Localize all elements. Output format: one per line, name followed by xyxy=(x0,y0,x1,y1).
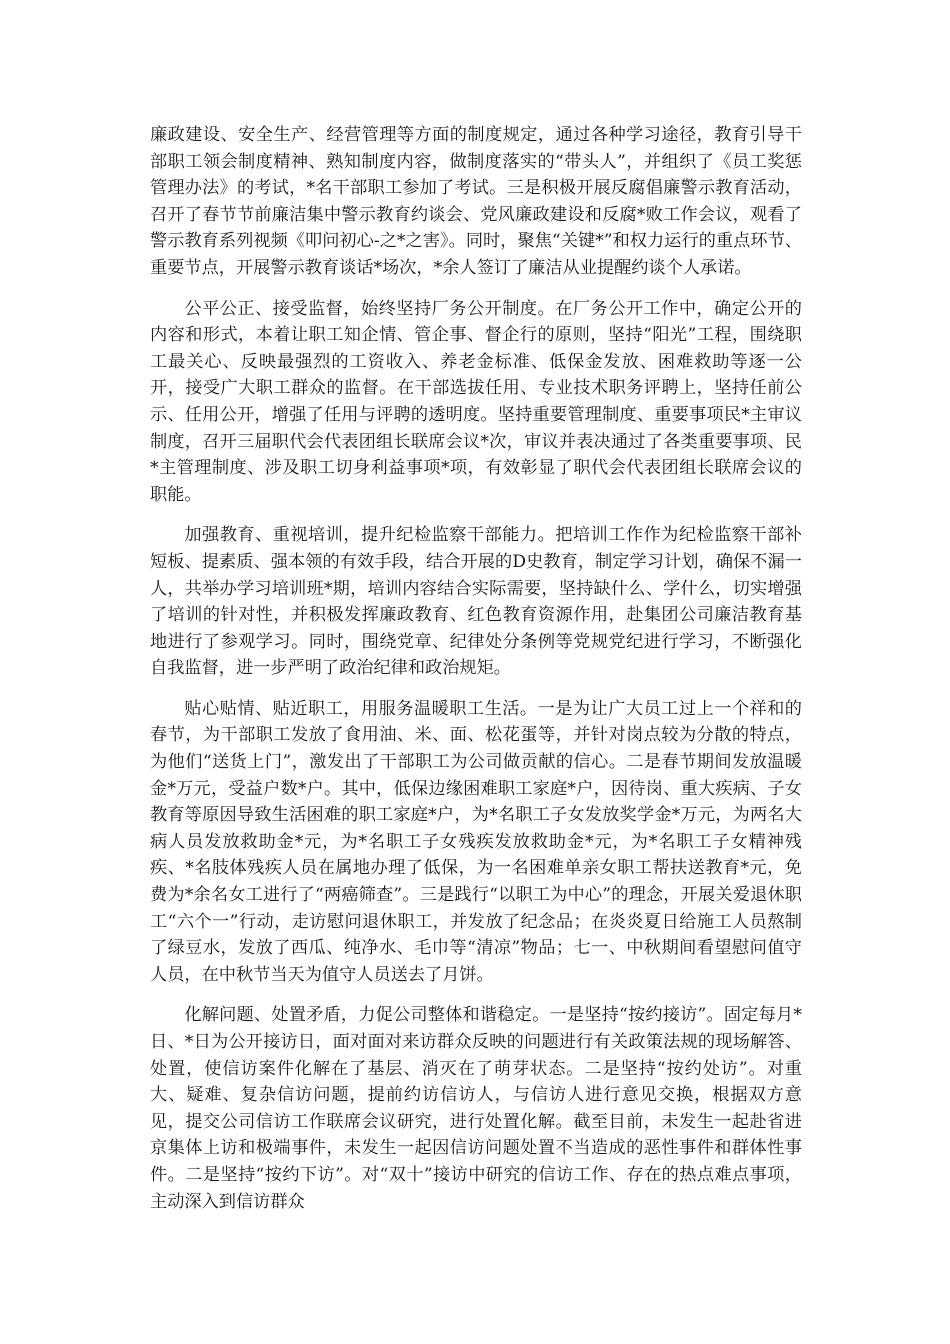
paragraph-employee-care: 贴心贴情、贴近职工，用服务温暖职工生活。一是为让广大员工过上一个祥和的春节，为干部职工发放了食用油、米、面、松花蛋等，并针对岗点较为分散的特点，为他们“送货上门”，激发出了干部职工为公司做贡献的信心。二是春节期间发放温暖金*万元，受益户数*户。其中，低保边缘困难职工家庭*户，因待岗、重大疾病、子女教育等原因导致生活困难的职工家庭*户，为*名职工子女发放奖学金*万元，为两名大病人员发放救助金*元，为*名职工子女残疾发放救助金*元，为*名职工子女精神残疾、*名肢体残疾人员在属地办理了低保，为一名困难单亲女职工帮扶送教育*元，免费为*余名女工进行了“两癌筛查”。三是践行“以职工为中心”的理念，开展关爱退休职工“六个一”行动，走访慰问退休职工，并发放了纪念品；在炎炎夏日给施工人员熬制了绿豆水，发放了西瓜、纯净水、毛巾等“清凉”物品；七一、中秋期间看望慰问值守人员，在中秋节当天为值守人员送去了月饼。 xyxy=(150,698,802,985)
document-page xyxy=(150,122,802,1229)
paragraph-petition-handling: 化解问题、处置矛盾，力促公司整体和谐稳定。一是坚持“按约接访”。固定每月*日、*日为公开接访日，面对面对来访群众反映的问题进行有关政策法规的现场解答、处置，使信访案件化解在了基层、消灭在了萌芽状态。二是坚持“按约处访”。对重大、疑难、复杂信访问题，提前约访信访人，与信访人进行意见交换，根据双方意见，提交公司信访工作联席会议研究，进行处置化解。截至目前，未发生一起赴省进京集体上访和极端事件，未发生一起因信访问题处置不当造成的恶性事件和群体性事件。二是坚持“按约下访”。对“双十”接访中研究的信访工作、存在的热点难点事项，主动深入到信访群众 xyxy=(150,1005,802,1212)
paragraph-public-affairs: 公平公正、接受监督，始终坚持厂务公开制度。在厂务公开工作中，确定公开的内容和形式，本着让职工知企情、管企事、督企行的原则，坚持“阳光”工程，围绕职工最关心、反映最强烈的工资收入、养老金标准、低保金发放、困难救助等逐一公开，接受广大职工群众的监督。在干部选拔任用、专业技术职务评聘上，坚持任前公示、任用公开，增强了任用与评聘的透明度。坚持重要管理制度、重要事项民*主审议制度，召开三届职代会代表团组长联席会议*次，审议并表决通过了各类重要事项、民*主管理制度、涉及职工切身利益事项*项，有效彰显了职代会代表团组长联席会议的职能。 xyxy=(150,298,802,505)
paragraph-continued: 廉政建设、安全生产、经营管理等方面的制度规定，通过各种学习途径，教育引导干部职工领会制度精神、熟知制度内容，做制度落实的“带头人”，并组织了《员工奖惩管理办法》的考试，*名干部职工参加了考试。三是积极开展反腐倡廉警示教育活动，召开了春节节前廉洁集中警示教育约谈会、党风廉政建设和反腐*败工作会议，观看了警示教育系列视频《叩问初心-之*之害》。同时，聚焦“关键*”和权力运行的重点环节、重要节点，开展警示教育谈话*场次，*余人签订了廉洁从业提醒约谈个人承诺。 xyxy=(150,125,802,278)
paragraph-training: 加强教育、重视培训，提升纪检监察干部能力。把培训工作作为纪检监察干部补短板、提素质、强本领的有效手段，结合开展的D史教育，制定学习计划，确保不漏一人，共举办学习培训班*期，培训内容结合实际需要，坚持缺什么、学什么，切实增强了培训的针对性，并积极发挥廉政教育、红色教育资源作用，赴集团公司廉洁教育基地进行了参观学习。同时，围绕党章、纪律处分条例等党规党纪进行学习，不断强化自我监督，进一步严明了政治纪律和政治规矩。 xyxy=(150,525,802,679)
